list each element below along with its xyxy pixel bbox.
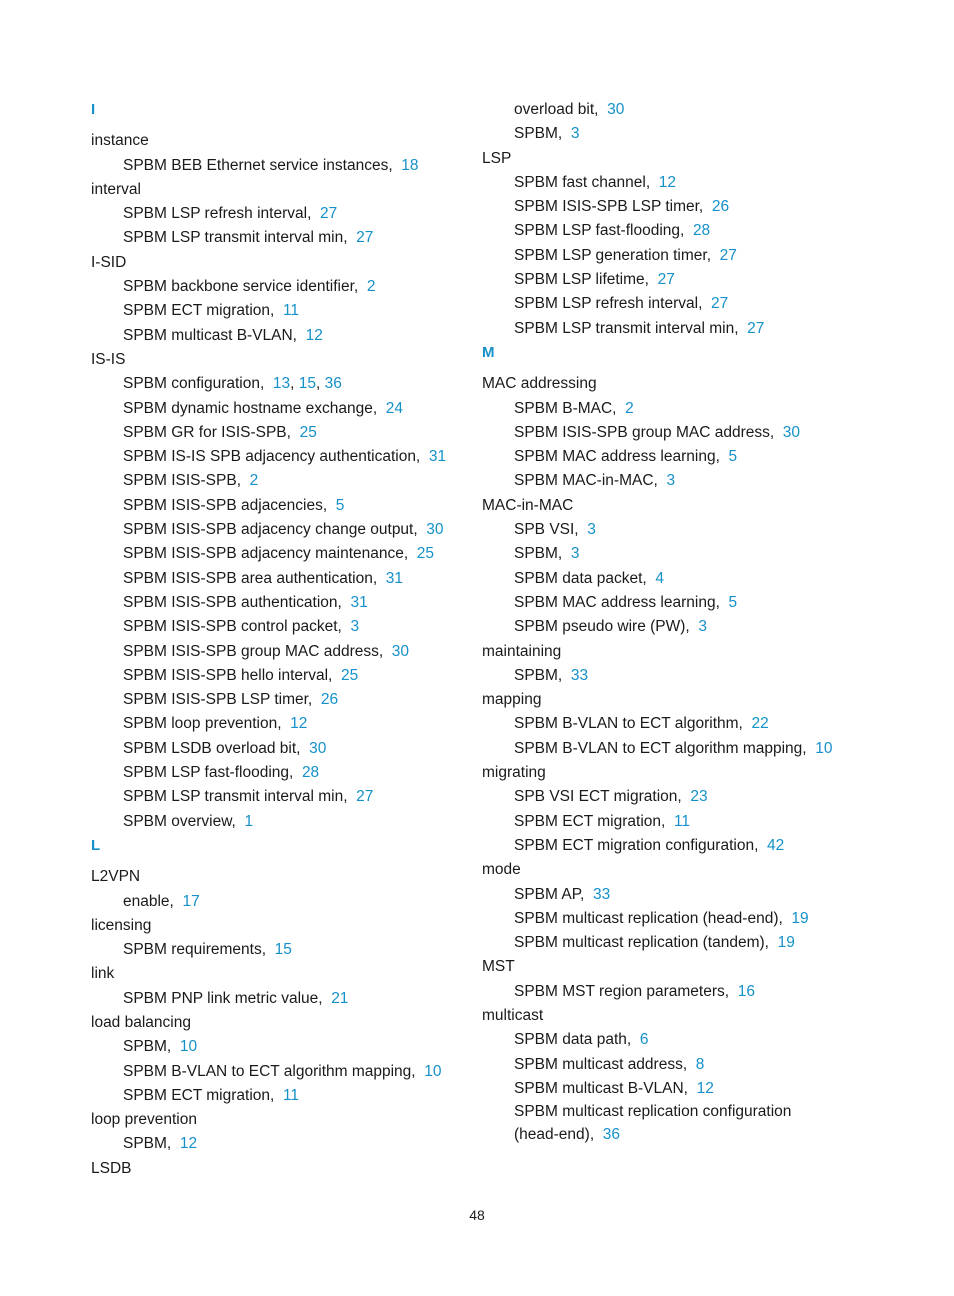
index-subentry bbox=[91, 591, 491, 615]
page-ref-link[interactable]: 26 bbox=[320, 691, 339, 709]
index-subentry bbox=[91, 518, 491, 542]
index-subentry bbox=[91, 154, 491, 178]
page-ref-link[interactable]: 6 bbox=[639, 1031, 649, 1049]
page-ref-link[interactable]: 27 bbox=[657, 271, 675, 289]
subentry-text: SPBM requirements, bbox=[123, 941, 266, 959]
index-term: LSP bbox=[482, 149, 512, 167]
index-subentry bbox=[482, 98, 882, 122]
index-column-right bbox=[482, 98, 882, 1146]
subentry-text: SPB VSI, bbox=[514, 521, 579, 539]
page-ref-link[interactable]: 12 bbox=[658, 173, 676, 191]
index-term: loop prevention bbox=[91, 1111, 197, 1129]
subentry-text: SPBM data packet, bbox=[514, 569, 647, 587]
subentry-text: SPBM ISIS-SPB group MAC address, bbox=[123, 642, 384, 660]
index-subentry bbox=[91, 324, 491, 348]
page-ref-link[interactable]: 12 bbox=[696, 1079, 714, 1097]
subentry-text: enable, bbox=[123, 892, 174, 910]
index-subentry bbox=[91, 615, 491, 639]
page-ref-link[interactable]: 10 bbox=[424, 1062, 442, 1080]
index-subentry bbox=[482, 810, 882, 834]
page-ref-link[interactable]: 19 bbox=[791, 909, 809, 927]
subentry-text: SPBM ISIS-SPB hello interval, bbox=[123, 666, 333, 684]
subentry-text: SPBM loop prevention, bbox=[123, 715, 282, 733]
index-subentry bbox=[482, 268, 882, 292]
index-subentry bbox=[482, 883, 882, 907]
index-column-left bbox=[91, 98, 491, 1181]
subentry-text: SPBM ISIS-SPB group MAC address, bbox=[514, 423, 775, 441]
subentry-text: SPBM ISIS-SPB adjacencies, bbox=[123, 496, 328, 514]
subentry-text: SPBM GR for ISIS-SPB, bbox=[123, 423, 291, 441]
index-subentry: SPBM configuration, 13, 15, 36 bbox=[123, 375, 342, 393]
page-ref-link[interactable]: 1 bbox=[244, 812, 254, 830]
index-term: instance bbox=[91, 132, 149, 150]
index-subentry bbox=[482, 1028, 882, 1052]
page-ref-link[interactable]: 13 bbox=[272, 375, 291, 393]
index-term: IS-IS bbox=[91, 350, 126, 368]
page-ref-link[interactable]: 11 bbox=[282, 302, 300, 320]
page-ref-link[interactable]: 5 bbox=[335, 496, 345, 514]
index-subentry bbox=[482, 567, 882, 591]
page-ref-link[interactable]: 22 bbox=[751, 715, 769, 733]
index-term: multicast bbox=[482, 1006, 544, 1024]
subentry-text: SPBM PNP link metric value, bbox=[123, 989, 323, 1007]
page-ref-link[interactable]: 30 bbox=[426, 521, 444, 539]
index-term: link bbox=[91, 965, 115, 983]
index-subentry bbox=[91, 1060, 491, 1084]
index-subentry bbox=[91, 664, 491, 688]
subentry-text: SPBM, bbox=[123, 1038, 172, 1056]
subentry-text: SPBM ISIS-SPB control packet, bbox=[123, 618, 342, 636]
page-ref-link[interactable]: 31 bbox=[350, 593, 368, 611]
page-ref-link[interactable]: 15 bbox=[298, 375, 317, 393]
page-ref-link[interactable]: 17 bbox=[182, 892, 200, 910]
subentry-text: SPBM multicast B-VLAN, bbox=[514, 1079, 688, 1097]
subentry-text: SPBM dynamic hostname exchange, bbox=[123, 399, 378, 417]
subentry-text: SPBM overview, bbox=[123, 812, 236, 830]
index-subentry bbox=[482, 1053, 882, 1077]
page-ref-link[interactable]: 11 bbox=[673, 812, 691, 830]
page-ref-link[interactable]: 3 bbox=[666, 472, 676, 490]
index-subentry bbox=[91, 542, 491, 566]
subentry-text: SPBM ECT migration, bbox=[514, 812, 666, 830]
subentry-text: SPBM, bbox=[514, 545, 563, 563]
page-ref-link[interactable]: 36 bbox=[324, 375, 342, 393]
index-subentry bbox=[91, 397, 491, 421]
index-subentry bbox=[91, 275, 491, 299]
page-ref-link[interactable]: 27 bbox=[356, 788, 374, 806]
subentry-text: SPBM, bbox=[123, 1135, 172, 1153]
subentry-text: SPBM ECT migration, bbox=[123, 1086, 275, 1104]
index-subentry bbox=[482, 397, 882, 421]
subentry-text: SPBM MAC address learning, bbox=[514, 448, 720, 466]
index-term: L2VPN bbox=[91, 868, 141, 886]
index-subentry bbox=[91, 1084, 491, 1108]
page-ref-link[interactable]: 27 bbox=[356, 229, 374, 247]
page-ref-link[interactable]: 3 bbox=[587, 521, 596, 539]
index-subentry bbox=[91, 688, 491, 712]
subentry-text: SPBM, bbox=[514, 666, 563, 684]
page-ref-link[interactable]: 36 bbox=[602, 1125, 621, 1143]
index-subentry bbox=[482, 907, 882, 931]
subentry-text: SPBM multicast replication (head-end), bbox=[514, 909, 783, 927]
page-ref-link[interactable]: 25 bbox=[416, 545, 435, 563]
index-subentry bbox=[482, 1077, 882, 1101]
subentry-text: SPBM pseudo wire (PW), bbox=[514, 618, 690, 636]
page-ref-link[interactable]: 27 bbox=[711, 295, 729, 313]
section-letter-i: I bbox=[91, 101, 96, 118]
subentry-text: SPBM multicast replication configuration (head-end), bbox=[514, 1103, 792, 1143]
page-ref-link[interactable]: 28 bbox=[301, 764, 320, 782]
subentry-text: SPBM B-MAC, bbox=[514, 399, 617, 417]
subentry-text: SPBM AP, bbox=[514, 885, 585, 903]
index-term: MST bbox=[482, 958, 515, 976]
subentry-text: SPBM ISIS-SPB LSP timer, bbox=[514, 198, 704, 216]
subentry-text: SPBM data path, bbox=[514, 1031, 632, 1049]
index-subentry bbox=[482, 591, 882, 615]
page-ref-link[interactable]: 30 bbox=[782, 423, 801, 441]
subentry-text: SPBM LSP lifetime, bbox=[514, 271, 649, 289]
page-ref-link[interactable]: 24 bbox=[385, 399, 404, 417]
page-ref-link[interactable]: 33 bbox=[570, 666, 589, 684]
subentry-text: SPBM LSP fast-flooding, bbox=[514, 222, 685, 240]
index-term: mapping bbox=[482, 691, 542, 709]
index-subentry bbox=[482, 664, 882, 688]
index-subentry bbox=[482, 219, 882, 243]
index-subentry bbox=[91, 1035, 491, 1059]
index-subentry bbox=[91, 785, 491, 809]
index-subentry bbox=[91, 421, 491, 445]
page-ref-link[interactable]: 5 bbox=[728, 593, 738, 611]
index-subentry bbox=[482, 615, 882, 639]
subentry-text: SPBM fast channel, bbox=[514, 173, 651, 191]
page-number: 48 bbox=[469, 1207, 485, 1223]
subentry-text: SPBM MAC address learning, bbox=[514, 593, 720, 611]
subentry-text: SPBM LSP refresh interval, bbox=[514, 295, 703, 313]
page-ref-link[interactable]: 28 bbox=[692, 222, 711, 240]
page-ref-link[interactable]: 31 bbox=[428, 448, 447, 466]
index-term: interval bbox=[91, 180, 141, 198]
index-subentry bbox=[91, 299, 491, 323]
subentry-text: SPBM multicast B-VLAN, bbox=[123, 326, 297, 344]
subentry-text: overload bit, bbox=[514, 101, 599, 118]
subentry-text: SPBM LSP transmit interval min, bbox=[123, 229, 348, 247]
section-letter-l: L bbox=[91, 836, 101, 854]
index-subentry bbox=[91, 987, 491, 1011]
index-subentry bbox=[482, 1101, 814, 1146]
page-ref-link[interactable]: 4 bbox=[655, 569, 664, 587]
subentry-text: SPBM ISIS-SPB adjacency maintenance, bbox=[123, 545, 409, 563]
index-subentry bbox=[482, 122, 882, 146]
page-ref-link[interactable]: 27 bbox=[747, 319, 765, 337]
subentry-text: SPBM configuration, bbox=[123, 375, 265, 393]
subentry-text: SPBM LSP transmit interval min, bbox=[514, 319, 739, 337]
index-subentry bbox=[482, 518, 882, 542]
index-subentry bbox=[91, 567, 491, 591]
index-subentry bbox=[482, 737, 882, 761]
page-ref-link[interactable]: 23 bbox=[690, 788, 708, 806]
page-ref-link[interactable]: 2 bbox=[249, 472, 259, 490]
subentry-text: SPBM ISIS-SPB adjacency change output, bbox=[123, 521, 418, 539]
index-subentry bbox=[91, 226, 491, 250]
index-subentry bbox=[482, 712, 882, 736]
page-ref-link[interactable]: 8 bbox=[695, 1055, 705, 1073]
page-ref-link[interactable]: 25 bbox=[340, 666, 359, 684]
page-ref-link[interactable]: 3 bbox=[350, 618, 360, 636]
index-subentry bbox=[482, 195, 882, 219]
page-ref-link[interactable]: 10 bbox=[815, 739, 833, 757]
subentry-text: SPB VSI ECT migration, bbox=[514, 788, 682, 806]
page-ref-link[interactable]: 27 bbox=[320, 205, 338, 223]
page-ref-link[interactable]: 3 bbox=[570, 545, 580, 563]
index-subentry bbox=[482, 785, 882, 809]
index-subentry bbox=[482, 445, 882, 469]
page-ref-link[interactable]: 15 bbox=[274, 941, 292, 959]
index-subentry bbox=[482, 542, 882, 566]
subentry-text: SPBM ISIS-SPB, bbox=[123, 472, 242, 490]
index-term: load balancing bbox=[91, 1013, 191, 1031]
index-term: migrating bbox=[482, 764, 546, 782]
subentry-text: SPBM MST region parameters, bbox=[514, 982, 730, 1000]
index-subentry bbox=[482, 834, 882, 858]
index-subentry bbox=[91, 1132, 491, 1156]
index-subentry bbox=[91, 938, 491, 962]
index-subentry bbox=[91, 469, 491, 493]
subentry-text: SPBM ECT migration configuration, bbox=[514, 836, 759, 854]
index-term: MAC-in-MAC bbox=[482, 496, 574, 514]
subentry-text: SPBM, bbox=[514, 125, 563, 143]
page-ref-link[interactable]: 12 bbox=[305, 326, 323, 344]
subentry-text: SPBM backbone service identifier, bbox=[123, 278, 359, 296]
subentry-text: SPBM multicast replication (tandem), bbox=[514, 934, 769, 952]
index-subentry bbox=[482, 980, 882, 1004]
page-ref-link[interactable]: 42 bbox=[767, 836, 785, 854]
index-subentry bbox=[482, 469, 882, 493]
subentry-text: SPBM ECT migration, bbox=[123, 302, 275, 320]
index-subentry bbox=[482, 317, 882, 341]
index-subentry bbox=[91, 445, 491, 469]
section-letter-m: M bbox=[482, 343, 495, 361]
subentry-text: SPBM MAC-in-MAC, bbox=[514, 472, 658, 490]
page-ref-link[interactable]: 5 bbox=[728, 448, 738, 466]
page-ref-link[interactable]: 18 bbox=[401, 156, 419, 174]
index-subentry bbox=[91, 810, 491, 834]
subentry-text: SPBM LSP refresh interval, bbox=[123, 205, 312, 223]
index-term: I-SID bbox=[91, 253, 127, 271]
page-ref-link[interactable]: 30 bbox=[391, 642, 410, 660]
page-ref-link[interactable]: 12 bbox=[179, 1135, 198, 1153]
index-subentry bbox=[91, 640, 491, 664]
index-term: MAC addressing bbox=[482, 375, 597, 393]
index-subentry bbox=[91, 494, 491, 518]
subentry-text: SPBM LSP transmit interval min, bbox=[123, 788, 348, 806]
page-ref-link[interactable]: 30 bbox=[309, 739, 327, 757]
page-ref-link[interactable]: 21 bbox=[331, 989, 349, 1007]
subentry-text: SPBM B-VLAN to ECT algorithm mapping, bbox=[514, 739, 807, 757]
index-subentry bbox=[482, 931, 882, 955]
index-term: mode bbox=[482, 861, 521, 879]
page-ref-link[interactable]: 27 bbox=[719, 246, 737, 264]
page-ref-link[interactable]: 2 bbox=[366, 278, 376, 296]
page-ref-link[interactable]: 16 bbox=[737, 982, 755, 1000]
index-subentry bbox=[482, 421, 882, 445]
page-ref-link[interactable]: 10 bbox=[179, 1038, 198, 1056]
index-term: LSDB bbox=[91, 1159, 132, 1177]
page-ref-link[interactable]: 30 bbox=[607, 101, 625, 118]
index-subentry bbox=[91, 202, 491, 226]
page-ref-link[interactable]: 25 bbox=[299, 423, 317, 441]
page-ref-link[interactable]: 26 bbox=[711, 198, 730, 216]
page-ref-link[interactable]: 3 bbox=[698, 618, 707, 636]
subentry-text: SPBM multicast address, bbox=[514, 1055, 688, 1073]
subentry-text: SPBM ISIS-SPB authentication, bbox=[123, 593, 342, 611]
index-term: licensing bbox=[91, 916, 152, 934]
page-ref-link[interactable]: 19 bbox=[777, 934, 795, 952]
index-subentry bbox=[482, 292, 882, 316]
index-subentry bbox=[91, 712, 491, 736]
page-ref-link[interactable]: 3 bbox=[570, 125, 580, 143]
subentry-text: SPBM B-VLAN to ECT algorithm, bbox=[514, 715, 743, 733]
subentry-text: SPBM LSDB overload bit, bbox=[123, 739, 301, 757]
subentry-text: SPBM IS-IS SPB adjacency authentication, bbox=[123, 448, 421, 466]
subentry-text: SPBM LSP fast-flooding, bbox=[123, 764, 294, 782]
subentry-text: SPBM ISIS-SPB area authentication, bbox=[123, 569, 378, 587]
index-term: maintaining bbox=[482, 642, 562, 660]
index-subentry bbox=[91, 890, 491, 914]
subentry-text: SPBM B-VLAN to ECT algorithm mapping, bbox=[123, 1062, 416, 1080]
index-subentry bbox=[482, 171, 882, 195]
page-ref-link[interactable]: 12 bbox=[290, 715, 308, 733]
page-ref-link[interactable]: 33 bbox=[593, 885, 611, 903]
subentry-text: SPBM LSP generation timer, bbox=[514, 246, 712, 264]
page-ref-link[interactable]: 11 bbox=[282, 1086, 300, 1104]
page-ref-link[interactable]: 2 bbox=[625, 399, 634, 417]
page-ref-link[interactable]: 31 bbox=[385, 569, 404, 587]
subentry-text: SPBM BEB Ethernet service instances, bbox=[123, 156, 393, 174]
index-subentry bbox=[482, 244, 882, 268]
index-subentry bbox=[91, 761, 491, 785]
subentry-text: SPBM ISIS-SPB LSP timer, bbox=[123, 691, 313, 709]
index-subentry bbox=[91, 737, 491, 761]
